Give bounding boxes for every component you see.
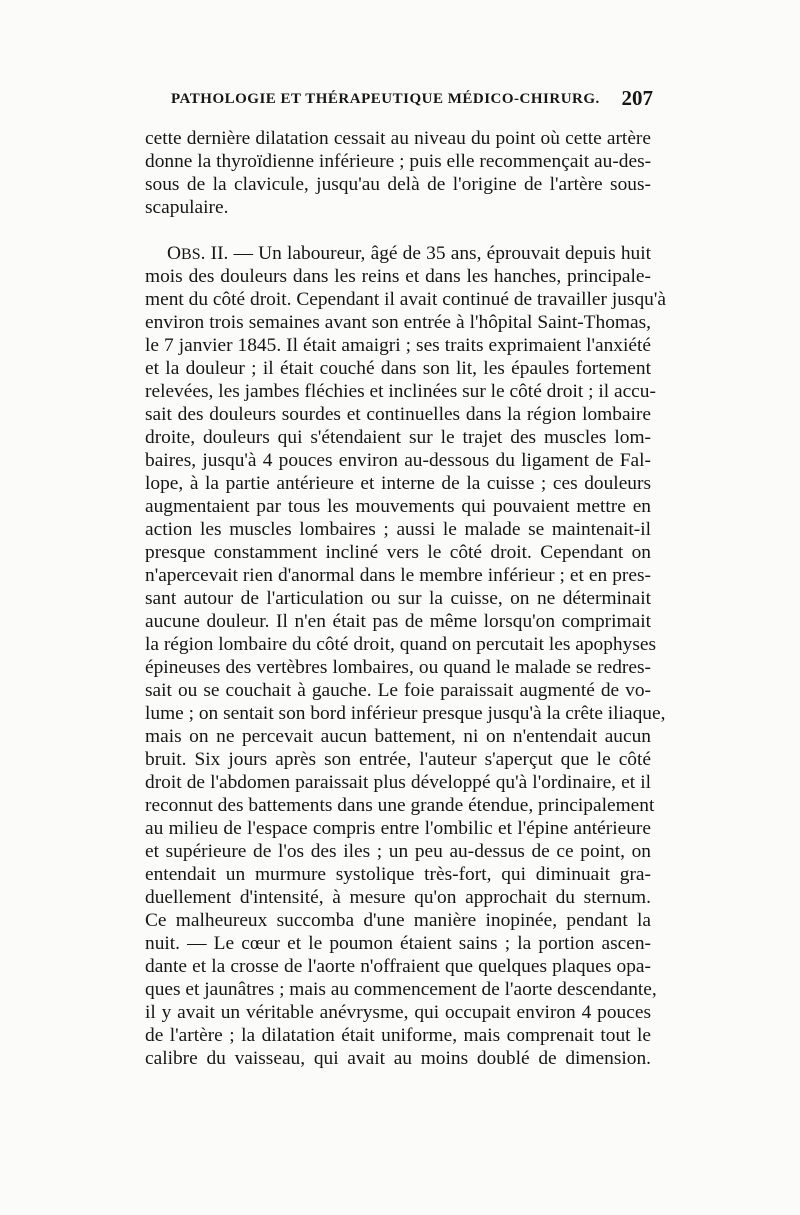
text-line: mais on ne percevait aucun battement, ni on n'entendait aucun bbox=[145, 726, 651, 747]
running-title: PATHOLOGIE ET THÉRAPEUTIQUE MÉDICO-CHIRURG. bbox=[171, 91, 600, 107]
text-line: reconnut des battements dans une grande étendue, principalement bbox=[145, 795, 655, 816]
text-line: lope, à la partie antérieure et interne de la cuisse ; ces douleurs bbox=[145, 473, 651, 494]
text-line: donne la thyroïdienne inférieure ; puis elle recommençait au-des- bbox=[145, 151, 652, 172]
text-line: environ trois semaines avant son entrée à l'hôpital Saint-Thomas, bbox=[145, 312, 651, 333]
text-line: lume ; on sentait son bord inférieur presque jusqu'à la crête iliaque, bbox=[145, 703, 666, 724]
text-line: ment du côté droit. Cependant il avait continué de travailler jusqu'à bbox=[145, 289, 666, 310]
text-line: duellement d'intensité, à mesure qu'on approchait du sternum. bbox=[145, 887, 651, 908]
text-line: aucune douleur. Il n'en était pas de même lorsqu'on comprimait bbox=[145, 611, 651, 632]
text-line: droit de l'abdomen paraissait plus développé qu'à l'ordinaire, et il bbox=[145, 772, 651, 793]
observation-label: OBS. II. — bbox=[167, 243, 253, 264]
text-line: bruit. Six jours après son entrée, l'auteur s'aperçut que le côté bbox=[145, 749, 651, 770]
text-line: presque constamment incliné vers le côté droit. Cependant on bbox=[145, 542, 651, 563]
text-line: baires, jusqu'à 4 pouces environ au-dessous du ligament de Fal- bbox=[145, 450, 651, 471]
text-line: le 7 janvier 1845. Il était amaigri ; ses traits exprimaient l'anxiété bbox=[145, 335, 651, 356]
observation-first-line bbox=[167, 243, 651, 266]
page-number: 207 bbox=[621, 86, 653, 110]
text-line: sous de la clavicule, jusqu'au delà de l'origine de l'artère sous- bbox=[145, 174, 651, 195]
text-line: action les muscles lombaires ; aussi le malade se maintenait-il bbox=[145, 519, 651, 540]
text-line: au milieu de l'espace compris entre l'ombilic et l'épine antérieure bbox=[145, 818, 651, 839]
text-line: et supérieure de l'os des iles ; un peu au-dessus de ce point, on bbox=[145, 841, 651, 862]
text-line: ques et jaunâtres ; mais au commencement de l'aorte descendante, bbox=[145, 979, 657, 1000]
text-line: dante et la crosse de l'aorte n'offraient que quelques plaques opa- bbox=[145, 956, 651, 977]
text-line: de l'artère ; la dilatation était uniforme, mais comprenait tout le bbox=[145, 1025, 651, 1046]
text-line: épineuses des vertèbres lombaires, ou quand le malade se redres- bbox=[145, 657, 651, 678]
observation-text: Un laboureur, âgé de 35 ans, éprouvait depuis huit bbox=[258, 243, 651, 264]
text-line: il y avait un véritable anévrysme, qui occupait environ 4 pouces bbox=[145, 1002, 651, 1023]
text-line: sait ou se couchait à gauche. Le foie paraissait augmenté de vo- bbox=[145, 680, 651, 701]
text-line: relevées, les jambes fléchies et inclinées sur le côté droit ; il accu- bbox=[145, 381, 656, 402]
text-line: entendait un murmure systolique très-fort, qui diminuait gra- bbox=[145, 864, 651, 885]
text-line: nuit. — Le cœur et le poumon étaient sains ; la portion ascen- bbox=[145, 933, 651, 954]
text-line: droite, douleurs qui s'étendaient sur le trajet des muscles lom- bbox=[145, 427, 651, 448]
text-line: scapulaire. bbox=[145, 197, 229, 218]
text-line: n'apercevait rien d'anormal dans le membre inférieur ; et en pres- bbox=[145, 565, 651, 586]
text-line: sant autour de l'articulation ou sur la cuisse, on ne déterminait bbox=[145, 588, 651, 609]
text-line: cette dernière dilatation cessait au niveau du point où cette artère bbox=[145, 128, 651, 149]
text-line: Ce malheureux succomba d'une manière inopinée, pendant la bbox=[145, 910, 651, 931]
running-head bbox=[171, 86, 653, 110]
text-line: et la douleur ; il était couché dans son lit, les épaules fortement bbox=[145, 358, 651, 379]
text-line: sait des douleurs sourdes et continuelles dans la région lombaire bbox=[145, 404, 651, 425]
text-line: augmentaient par tous les mouvements qui pouvaient mettre en bbox=[145, 496, 651, 517]
text-line: calibre du vaisseau, qui avait au moins doublé de dimension. bbox=[145, 1048, 651, 1069]
text-line: la région lombaire du côté droit, quand on percutait les apophyses bbox=[145, 634, 657, 655]
text-line: mois des douleurs dans les reins et dans les hanches, principale- bbox=[145, 266, 651, 287]
